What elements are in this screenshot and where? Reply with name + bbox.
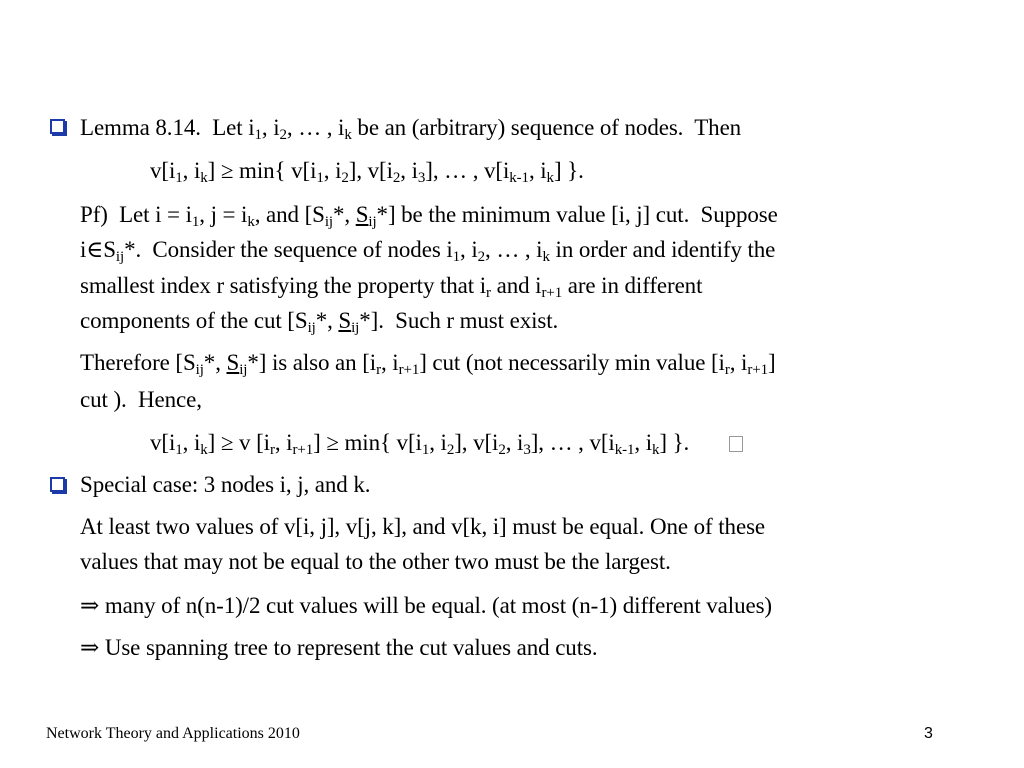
implication-2: ⇒ Use spanning tree to represent the cut values and cuts. xyxy=(80,635,598,660)
square-bullet-icon xyxy=(50,119,65,134)
proof-line-2: $i\in S_{ij}*$. Consider the sequence of nodes $i_1$, $i_2$, … , $i_k$ in order and identify the xyxy=(80,237,776,265)
therefore-line-2: cut ). Hence, xyxy=(80,387,202,412)
at-least-line-2: values that may not be equal to the other two must be the largest. xyxy=(80,549,671,574)
footer-title: Network Theory and Applications 2010 xyxy=(46,725,300,742)
special-case-heading: Special case: 3 nodes i, j, and k. xyxy=(80,472,371,497)
at-least-line-1: At least two values of v[i, j], v[j, k], and v[k, i] must be equal. One of these xyxy=(80,514,766,539)
lemma-inequality: $v[i_1$, $i_k] \ge \min${ $v[i_1$, $i_2$], $v[i_2$, $i_3$], … , $v[i_{k-1}$, $i_k$] }. xyxy=(150,158,584,186)
qed-box-icon xyxy=(729,436,743,452)
proof-line-3: smallest index r satisfying the property that $i_r$ and $i_{r+1}$ are in different xyxy=(80,273,703,301)
implication-1: ⇒ many of n(n-1)/2 cut values will be equal. (at most (n-1) different values) xyxy=(80,593,772,618)
square-bullet-icon xyxy=(50,477,65,492)
proof-line-4: components of the cut [$S_{ij}*$, $S_{ij}*$]. Such r must exist. xyxy=(80,308,559,336)
lemma-statement: Lemma 8.14. Let $i_1$, $i_2$, … , $i_k$ be an (arbitrary) sequence of nodes. Then xyxy=(80,115,742,143)
proof-inequality: $v[i_1$, $i_k] \ge v$ [$i_r$, $i_{r+1}] \ge \min${ $v[i_1$, $i_2$], $v[i_2$, $i_3$], … , $v[i_{k-1}$, $i_k$] }. xyxy=(150,429,743,457)
therefore-line-1: Therefore [$S_{ij}*$, $S_{ij}*$] is also an [$i_r$, $i_{r+1}$] cut (not necessarily min value [$i_r$, $i_{r+1}$] xyxy=(80,350,776,378)
proof-line-1: Pf) Let $i = i_1$, $j = i_k$, and [$S_{ij}*$, $S_{ij}*$] be the minimum value [i, j] cut. Suppose xyxy=(80,202,778,230)
page-number: 3 xyxy=(924,725,933,742)
